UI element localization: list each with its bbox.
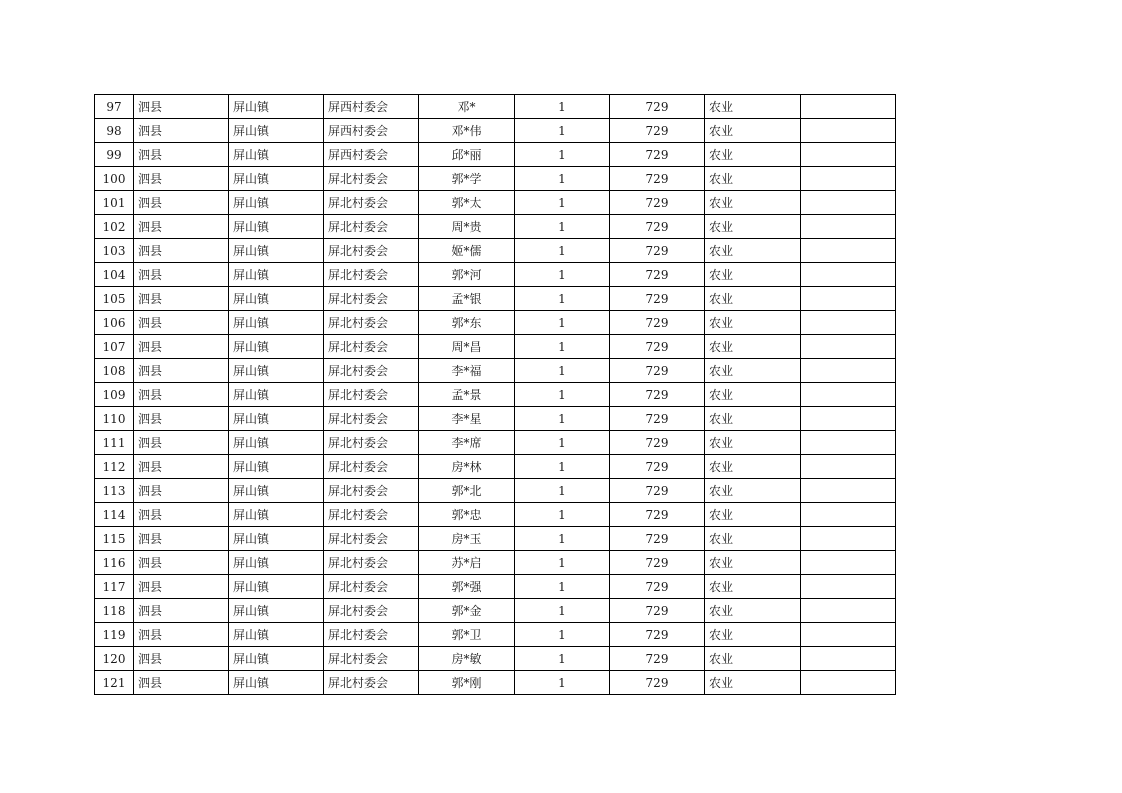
- note-cell: [801, 167, 896, 191]
- town-cell: 屏山镇: [229, 263, 324, 287]
- town-cell: 屏山镇: [229, 287, 324, 311]
- category-cell: 农业: [705, 671, 801, 695]
- amount-cell: 729: [610, 263, 705, 287]
- town-cell: 屏山镇: [229, 407, 324, 431]
- village-cell: 屏北村委会: [324, 359, 419, 383]
- count-cell: 1: [515, 311, 610, 335]
- category-cell: 农业: [705, 263, 801, 287]
- county-cell: 泗县: [134, 143, 229, 167]
- row-index-cell: 112: [95, 455, 134, 479]
- table-row: [95, 503, 896, 527]
- county-cell: 泗县: [134, 95, 229, 119]
- person-name-cell: 苏*启: [419, 551, 515, 575]
- person-name-cell: 房*玉: [419, 527, 515, 551]
- count-cell: 1: [515, 527, 610, 551]
- note-cell: [801, 239, 896, 263]
- village-cell: 屏北村委会: [324, 167, 419, 191]
- town-cell: 屏山镇: [229, 335, 324, 359]
- table-row: [95, 359, 896, 383]
- count-cell: 1: [515, 671, 610, 695]
- note-cell: [801, 455, 896, 479]
- note-cell: [801, 287, 896, 311]
- county-cell: 泗县: [134, 239, 229, 263]
- row-index-cell: 108: [95, 359, 134, 383]
- note-cell: [801, 479, 896, 503]
- county-cell: 泗县: [134, 479, 229, 503]
- village-cell: 屏西村委会: [324, 95, 419, 119]
- note-cell: [801, 407, 896, 431]
- village-cell: 屏北村委会: [324, 191, 419, 215]
- town-cell: 屏山镇: [229, 455, 324, 479]
- note-cell: [801, 359, 896, 383]
- table-row: [95, 119, 896, 143]
- person-name-cell: 李*福: [419, 359, 515, 383]
- category-cell: 农业: [705, 335, 801, 359]
- county-cell: 泗县: [134, 551, 229, 575]
- person-name-cell: 郭*强: [419, 575, 515, 599]
- table-row: [95, 431, 896, 455]
- table-row: [95, 479, 896, 503]
- table-row: [95, 215, 896, 239]
- village-cell: 屏北村委会: [324, 263, 419, 287]
- note-cell: [801, 311, 896, 335]
- category-cell: 农业: [705, 191, 801, 215]
- row-index-cell: 111: [95, 431, 134, 455]
- village-cell: 屏北村委会: [324, 287, 419, 311]
- count-cell: 1: [515, 95, 610, 119]
- village-cell: 屏北村委会: [324, 671, 419, 695]
- category-cell: 农业: [705, 383, 801, 407]
- town-cell: 屏山镇: [229, 143, 324, 167]
- town-cell: 屏山镇: [229, 623, 324, 647]
- amount-cell: 729: [610, 191, 705, 215]
- town-cell: 屏山镇: [229, 551, 324, 575]
- row-index-cell: 98: [95, 119, 134, 143]
- note-cell: [801, 335, 896, 359]
- town-cell: 屏山镇: [229, 503, 324, 527]
- count-cell: 1: [515, 431, 610, 455]
- count-cell: 1: [515, 119, 610, 143]
- person-name-cell: 郭*东: [419, 311, 515, 335]
- count-cell: 1: [515, 503, 610, 527]
- table-row: [95, 143, 896, 167]
- person-name-cell: 孟*银: [419, 287, 515, 311]
- person-name-cell: 李*席: [419, 431, 515, 455]
- row-index-cell: 104: [95, 263, 134, 287]
- category-cell: 农业: [705, 239, 801, 263]
- row-index-cell: 116: [95, 551, 134, 575]
- village-cell: 屏北村委会: [324, 599, 419, 623]
- county-cell: 泗县: [134, 455, 229, 479]
- person-name-cell: 邓*: [419, 95, 515, 119]
- amount-cell: 729: [610, 431, 705, 455]
- count-cell: 1: [515, 455, 610, 479]
- town-cell: 屏山镇: [229, 383, 324, 407]
- town-cell: 屏山镇: [229, 479, 324, 503]
- note-cell: [801, 527, 896, 551]
- town-cell: 屏山镇: [229, 95, 324, 119]
- person-name-cell: 郭*河: [419, 263, 515, 287]
- county-cell: 泗县: [134, 599, 229, 623]
- row-index-cell: 103: [95, 239, 134, 263]
- note-cell: [801, 623, 896, 647]
- person-name-cell: 郭*太: [419, 191, 515, 215]
- village-cell: 屏北村委会: [324, 455, 419, 479]
- table-row: [95, 671, 896, 695]
- row-index-cell: 118: [95, 599, 134, 623]
- village-cell: 屏北村委会: [324, 551, 419, 575]
- amount-cell: 729: [610, 167, 705, 191]
- note-cell: [801, 671, 896, 695]
- village-cell: 屏北村委会: [324, 215, 419, 239]
- amount-cell: 729: [610, 455, 705, 479]
- category-cell: 农业: [705, 95, 801, 119]
- person-name-cell: 孟*景: [419, 383, 515, 407]
- category-cell: 农业: [705, 119, 801, 143]
- count-cell: 1: [515, 167, 610, 191]
- person-name-cell: 郭*忠: [419, 503, 515, 527]
- row-index-cell: 100: [95, 167, 134, 191]
- table-row: [95, 527, 896, 551]
- county-cell: 泗县: [134, 335, 229, 359]
- table-row: [95, 335, 896, 359]
- table-row: [95, 311, 896, 335]
- row-index-cell: 119: [95, 623, 134, 647]
- town-cell: 屏山镇: [229, 647, 324, 671]
- amount-cell: 729: [610, 407, 705, 431]
- count-cell: 1: [515, 143, 610, 167]
- note-cell: [801, 263, 896, 287]
- table-row: [95, 647, 896, 671]
- table-row: [95, 623, 896, 647]
- town-cell: 屏山镇: [229, 215, 324, 239]
- row-index-cell: 109: [95, 383, 134, 407]
- town-cell: 屏山镇: [229, 671, 324, 695]
- person-name-cell: 郭*刚: [419, 671, 515, 695]
- town-cell: 屏山镇: [229, 191, 324, 215]
- amount-cell: 729: [610, 119, 705, 143]
- category-cell: 农业: [705, 215, 801, 239]
- county-cell: 泗县: [134, 527, 229, 551]
- amount-cell: 729: [610, 503, 705, 527]
- person-name-cell: 房*林: [419, 455, 515, 479]
- person-name-cell: 郭*金: [419, 599, 515, 623]
- table-row: [95, 287, 896, 311]
- count-cell: 1: [515, 239, 610, 263]
- town-cell: 屏山镇: [229, 119, 324, 143]
- amount-cell: 729: [610, 623, 705, 647]
- category-cell: 农业: [705, 647, 801, 671]
- note-cell: [801, 599, 896, 623]
- person-name-cell: 李*星: [419, 407, 515, 431]
- person-name-cell: 郭*卫: [419, 623, 515, 647]
- row-index-cell: 117: [95, 575, 134, 599]
- count-cell: 1: [515, 191, 610, 215]
- roster-body: [95, 95, 896, 695]
- category-cell: 农业: [705, 431, 801, 455]
- table-row: [95, 455, 896, 479]
- row-index-cell: 97: [95, 95, 134, 119]
- amount-cell: 729: [610, 599, 705, 623]
- person-name-cell: 房*敏: [419, 647, 515, 671]
- village-cell: 屏北村委会: [324, 335, 419, 359]
- note-cell: [801, 119, 896, 143]
- village-cell: 屏北村委会: [324, 407, 419, 431]
- count-cell: 1: [515, 335, 610, 359]
- county-cell: 泗县: [134, 407, 229, 431]
- row-index-cell: 115: [95, 527, 134, 551]
- table-row: [95, 407, 896, 431]
- person-name-cell: 郭*北: [419, 479, 515, 503]
- count-cell: 1: [515, 551, 610, 575]
- county-cell: 泗县: [134, 383, 229, 407]
- village-cell: 屏北村委会: [324, 479, 419, 503]
- table-row: [95, 95, 896, 119]
- count-cell: 1: [515, 623, 610, 647]
- note-cell: [801, 191, 896, 215]
- category-cell: 农业: [705, 455, 801, 479]
- note-cell: [801, 575, 896, 599]
- category-cell: 农业: [705, 479, 801, 503]
- county-cell: 泗县: [134, 503, 229, 527]
- village-cell: 屏北村委会: [324, 575, 419, 599]
- county-cell: 泗县: [134, 359, 229, 383]
- category-cell: 农业: [705, 311, 801, 335]
- county-cell: 泗县: [134, 287, 229, 311]
- category-cell: 农业: [705, 503, 801, 527]
- amount-cell: 729: [610, 215, 705, 239]
- town-cell: 屏山镇: [229, 311, 324, 335]
- count-cell: 1: [515, 575, 610, 599]
- table-row: [95, 167, 896, 191]
- amount-cell: 729: [610, 383, 705, 407]
- village-cell: 屏西村委会: [324, 119, 419, 143]
- table-row: [95, 239, 896, 263]
- county-cell: 泗县: [134, 191, 229, 215]
- village-cell: 屏北村委会: [324, 239, 419, 263]
- count-cell: 1: [515, 263, 610, 287]
- county-cell: 泗县: [134, 119, 229, 143]
- amount-cell: 729: [610, 671, 705, 695]
- category-cell: 农业: [705, 167, 801, 191]
- amount-cell: 729: [610, 143, 705, 167]
- note-cell: [801, 503, 896, 527]
- row-index-cell: 113: [95, 479, 134, 503]
- row-index-cell: 106: [95, 311, 134, 335]
- village-cell: 屏北村委会: [324, 623, 419, 647]
- county-cell: 泗县: [134, 215, 229, 239]
- note-cell: [801, 647, 896, 671]
- row-index-cell: 99: [95, 143, 134, 167]
- town-cell: 屏山镇: [229, 359, 324, 383]
- count-cell: 1: [515, 359, 610, 383]
- row-index-cell: 107: [95, 335, 134, 359]
- row-index-cell: 121: [95, 671, 134, 695]
- county-cell: 泗县: [134, 575, 229, 599]
- count-cell: 1: [515, 647, 610, 671]
- village-cell: 屏北村委会: [324, 311, 419, 335]
- note-cell: [801, 383, 896, 407]
- village-cell: 屏北村委会: [324, 527, 419, 551]
- category-cell: 农业: [705, 599, 801, 623]
- category-cell: 农业: [705, 551, 801, 575]
- category-cell: 农业: [705, 575, 801, 599]
- person-name-cell: 邓*伟: [419, 119, 515, 143]
- category-cell: 农业: [705, 287, 801, 311]
- person-name-cell: 郭*学: [419, 167, 515, 191]
- county-cell: 泗县: [134, 263, 229, 287]
- amount-cell: 729: [610, 287, 705, 311]
- count-cell: 1: [515, 599, 610, 623]
- table-row: [95, 599, 896, 623]
- village-cell: 屏西村委会: [324, 143, 419, 167]
- count-cell: 1: [515, 215, 610, 239]
- row-index-cell: 105: [95, 287, 134, 311]
- count-cell: 1: [515, 287, 610, 311]
- category-cell: 农业: [705, 407, 801, 431]
- count-cell: 1: [515, 479, 610, 503]
- row-index-cell: 114: [95, 503, 134, 527]
- town-cell: 屏山镇: [229, 431, 324, 455]
- table-row: [95, 551, 896, 575]
- amount-cell: 729: [610, 239, 705, 263]
- note-cell: [801, 215, 896, 239]
- amount-cell: 729: [610, 575, 705, 599]
- county-cell: 泗县: [134, 431, 229, 455]
- amount-cell: 729: [610, 551, 705, 575]
- row-index-cell: 101: [95, 191, 134, 215]
- amount-cell: 729: [610, 479, 705, 503]
- county-cell: 泗县: [134, 623, 229, 647]
- village-cell: 屏北村委会: [324, 503, 419, 527]
- town-cell: 屏山镇: [229, 239, 324, 263]
- county-cell: 泗县: [134, 167, 229, 191]
- town-cell: 屏山镇: [229, 167, 324, 191]
- amount-cell: 729: [610, 527, 705, 551]
- table-row: [95, 263, 896, 287]
- county-cell: 泗县: [134, 671, 229, 695]
- town-cell: 屏山镇: [229, 527, 324, 551]
- note-cell: [801, 143, 896, 167]
- person-name-cell: 邱*丽: [419, 143, 515, 167]
- county-cell: 泗县: [134, 647, 229, 671]
- row-index-cell: 102: [95, 215, 134, 239]
- village-cell: 屏北村委会: [324, 383, 419, 407]
- person-name-cell: 周*贵: [419, 215, 515, 239]
- town-cell: 屏山镇: [229, 599, 324, 623]
- note-cell: [801, 95, 896, 119]
- note-cell: [801, 431, 896, 455]
- row-index-cell: 110: [95, 407, 134, 431]
- county-cell: 泗县: [134, 311, 229, 335]
- amount-cell: 729: [610, 359, 705, 383]
- village-cell: 屏北村委会: [324, 647, 419, 671]
- count-cell: 1: [515, 383, 610, 407]
- amount-cell: 729: [610, 95, 705, 119]
- table-row: [95, 383, 896, 407]
- amount-cell: 729: [610, 335, 705, 359]
- amount-cell: 729: [610, 647, 705, 671]
- count-cell: 1: [515, 407, 610, 431]
- amount-cell: 729: [610, 311, 705, 335]
- table-row: [95, 575, 896, 599]
- category-cell: 农业: [705, 527, 801, 551]
- row-index-cell: 120: [95, 647, 134, 671]
- roster-table: [94, 94, 896, 695]
- category-cell: 农业: [705, 623, 801, 647]
- person-name-cell: 周*昌: [419, 335, 515, 359]
- category-cell: 农业: [705, 359, 801, 383]
- village-cell: 屏北村委会: [324, 431, 419, 455]
- table-row: [95, 191, 896, 215]
- town-cell: 屏山镇: [229, 575, 324, 599]
- person-name-cell: 姬*儒: [419, 239, 515, 263]
- category-cell: 农业: [705, 143, 801, 167]
- note-cell: [801, 551, 896, 575]
